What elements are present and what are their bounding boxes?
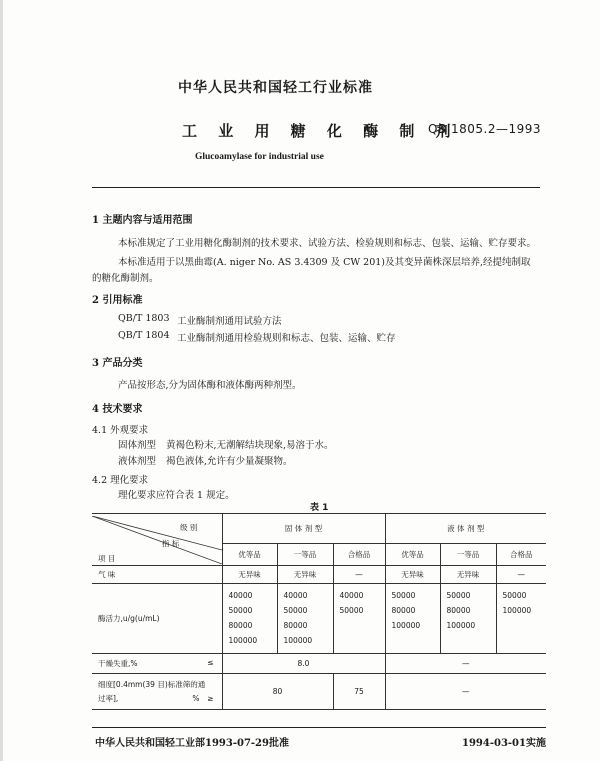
- subsection-4-2-heading: 4.2 理化要求: [92, 475, 149, 486]
- table-row-activity: [92, 584, 546, 654]
- activity-value: 50000: [502, 591, 527, 600]
- activity-value: 50000: [283, 606, 308, 615]
- liquid-form-header: 液 体 剂 型: [385, 514, 546, 544]
- liquid-form-description: 褐色液体,允许有少量凝聚物。: [166, 456, 293, 467]
- activity-liquid-qualified: [496, 584, 546, 654]
- grade-superior-solid: 优等品: [222, 544, 277, 566]
- liquid-form-label: 液体剂型: [118, 456, 157, 467]
- dry-loss-label: 干燥失重,%: [98, 659, 138, 668]
- table-row-dry-loss: [92, 654, 546, 674]
- activity-value: 80000: [283, 621, 308, 630]
- fineness-unit: %: [192, 693, 200, 703]
- row-label-odor: 气 味: [92, 566, 222, 584]
- dry-loss-liquid: —: [385, 654, 546, 674]
- grade-qualified-liquid: 合格品: [496, 544, 546, 566]
- implementation-date: 1994-03-01实施: [462, 738, 546, 749]
- scan-edge: [0, 0, 3, 761]
- odor-solid-qualified: —: [333, 566, 385, 584]
- standard-code: QB 1805.2—1993: [428, 122, 542, 136]
- odor-solid-superior: 无异味: [222, 566, 277, 584]
- section-1-paragraph-2b: 的糖化酶制剂。: [92, 273, 159, 284]
- activity-value: 50000: [228, 606, 253, 615]
- document-title: 工 业 用 糖 化 酶 制 剂: [182, 122, 459, 140]
- row-label-dry-loss: [92, 654, 222, 674]
- grade-first-liquid: 一等品: [440, 544, 496, 566]
- section-1-paragraph-2a: 本标准适用于以黑曲霉(A. niger No. AS 3.4309 及 CW 201)及其变异菌株深层培养,经提纯制取: [118, 257, 531, 268]
- table-row-fineness: [92, 674, 546, 710]
- activity-liquid-first: [440, 584, 496, 654]
- subsection-4-1-heading: 4.1 外观要求: [92, 425, 149, 436]
- fineness-label-line-1: 细度[0.4mm(39 目)标准筛的通: [98, 679, 206, 689]
- reference-1-title: 工业酶制剂通用试验方法: [177, 316, 282, 327]
- row-label-activity: 酶活力,u/g(u/mL): [92, 584, 222, 654]
- activity-solid-qualified: [333, 584, 385, 654]
- activity-value: 80000: [446, 606, 471, 615]
- activity-value: 100000: [446, 621, 476, 630]
- fineness-symbol: ≥: [207, 693, 214, 703]
- odor-liquid-superior: 无异味: [385, 566, 440, 584]
- corner-label-item: 项 目: [98, 553, 116, 563]
- activity-value: 50000: [446, 591, 471, 600]
- activity-value: 100000: [228, 636, 258, 645]
- activity-value: 40000: [228, 591, 253, 600]
- corner-label-grade: 级 别: [180, 522, 198, 532]
- activity-solid-first: [277, 584, 333, 654]
- odor-liquid-qualified: —: [496, 566, 546, 584]
- dry-loss-symbol: ≤: [207, 658, 214, 667]
- grade-first-solid: 一等品: [277, 544, 333, 566]
- fineness-label-line-2: 过率], % ≥: [98, 692, 222, 706]
- reference-2-code: QB/T 1804: [118, 330, 170, 341]
- section-2-heading: 2 引用标准: [92, 295, 143, 306]
- english-title: Glucoamylase for industrial use: [195, 152, 324, 162]
- row-label-fineness: [92, 674, 222, 710]
- grade-qualified-solid: 合格品: [333, 544, 385, 566]
- section-3-paragraph: 产品按形态,分为固体酶和液体酶两种剂型。: [118, 380, 302, 391]
- fineness-liquid: —: [385, 674, 546, 710]
- grade-superior-liquid: 优等品: [385, 544, 440, 566]
- section-1-paragraph-1: 本标准规定了工业用糖化酶制剂的技术要求、试验方法、检验规则和标志、包装、运输、贮存要求。: [118, 238, 537, 249]
- solid-form-label: 固体剂型: [118, 440, 157, 451]
- activity-value: 100000: [283, 636, 313, 645]
- specification-table: [92, 513, 546, 710]
- activity-value: 50000: [339, 606, 364, 615]
- section-3-heading: 3 产品分类: [92, 358, 143, 369]
- footer-rule: [92, 727, 546, 728]
- activity-solid-superior: [222, 584, 277, 654]
- table-row-odor: [92, 566, 546, 584]
- activity-value: 80000: [391, 606, 416, 615]
- reference-1-code: QB/T 1803: [118, 313, 170, 324]
- approval-line: 中华人民共和国轻工业部1993-07-29批准: [95, 738, 289, 749]
- solid-form-description: 黄褐色粉末,无潮解结块现象,易溶于水。: [166, 440, 334, 451]
- section-4-heading: 4 技术要求: [92, 404, 143, 415]
- activity-liquid-superior: [385, 584, 440, 654]
- odor-solid-first: 无异味: [277, 566, 333, 584]
- section-1-heading: 1 主题内容与适用范围: [92, 215, 193, 226]
- activity-value: 40000: [283, 591, 308, 600]
- activity-value: 50000: [391, 591, 416, 600]
- activity-value: 100000: [391, 621, 421, 630]
- solid-form-header: 固 体 剂 型: [222, 514, 385, 544]
- issuing-organization: 中华人民共和国轻工行业标准: [178, 80, 373, 96]
- table-caption: 表 1: [310, 503, 329, 513]
- odor-liquid-first: 无异味: [440, 566, 496, 584]
- fineness-solid-superior-first: 80: [222, 674, 333, 710]
- activity-value: 80000: [228, 621, 253, 630]
- activity-value: 100000: [502, 606, 532, 615]
- fineness-solid-qualified: 75: [333, 674, 385, 710]
- subsection-4-2-text: 理化要求应符合表 1 规定。: [118, 490, 235, 501]
- header-rule: [92, 187, 540, 188]
- dry-loss-solid: 8.0: [222, 654, 385, 674]
- table-corner-cell: [92, 514, 222, 566]
- reference-2-title: 工业酶制剂通用检验规则和标志、包装、运输、贮存: [177, 333, 396, 344]
- corner-label-index: 指 标: [162, 538, 180, 548]
- activity-value: 40000: [339, 591, 364, 600]
